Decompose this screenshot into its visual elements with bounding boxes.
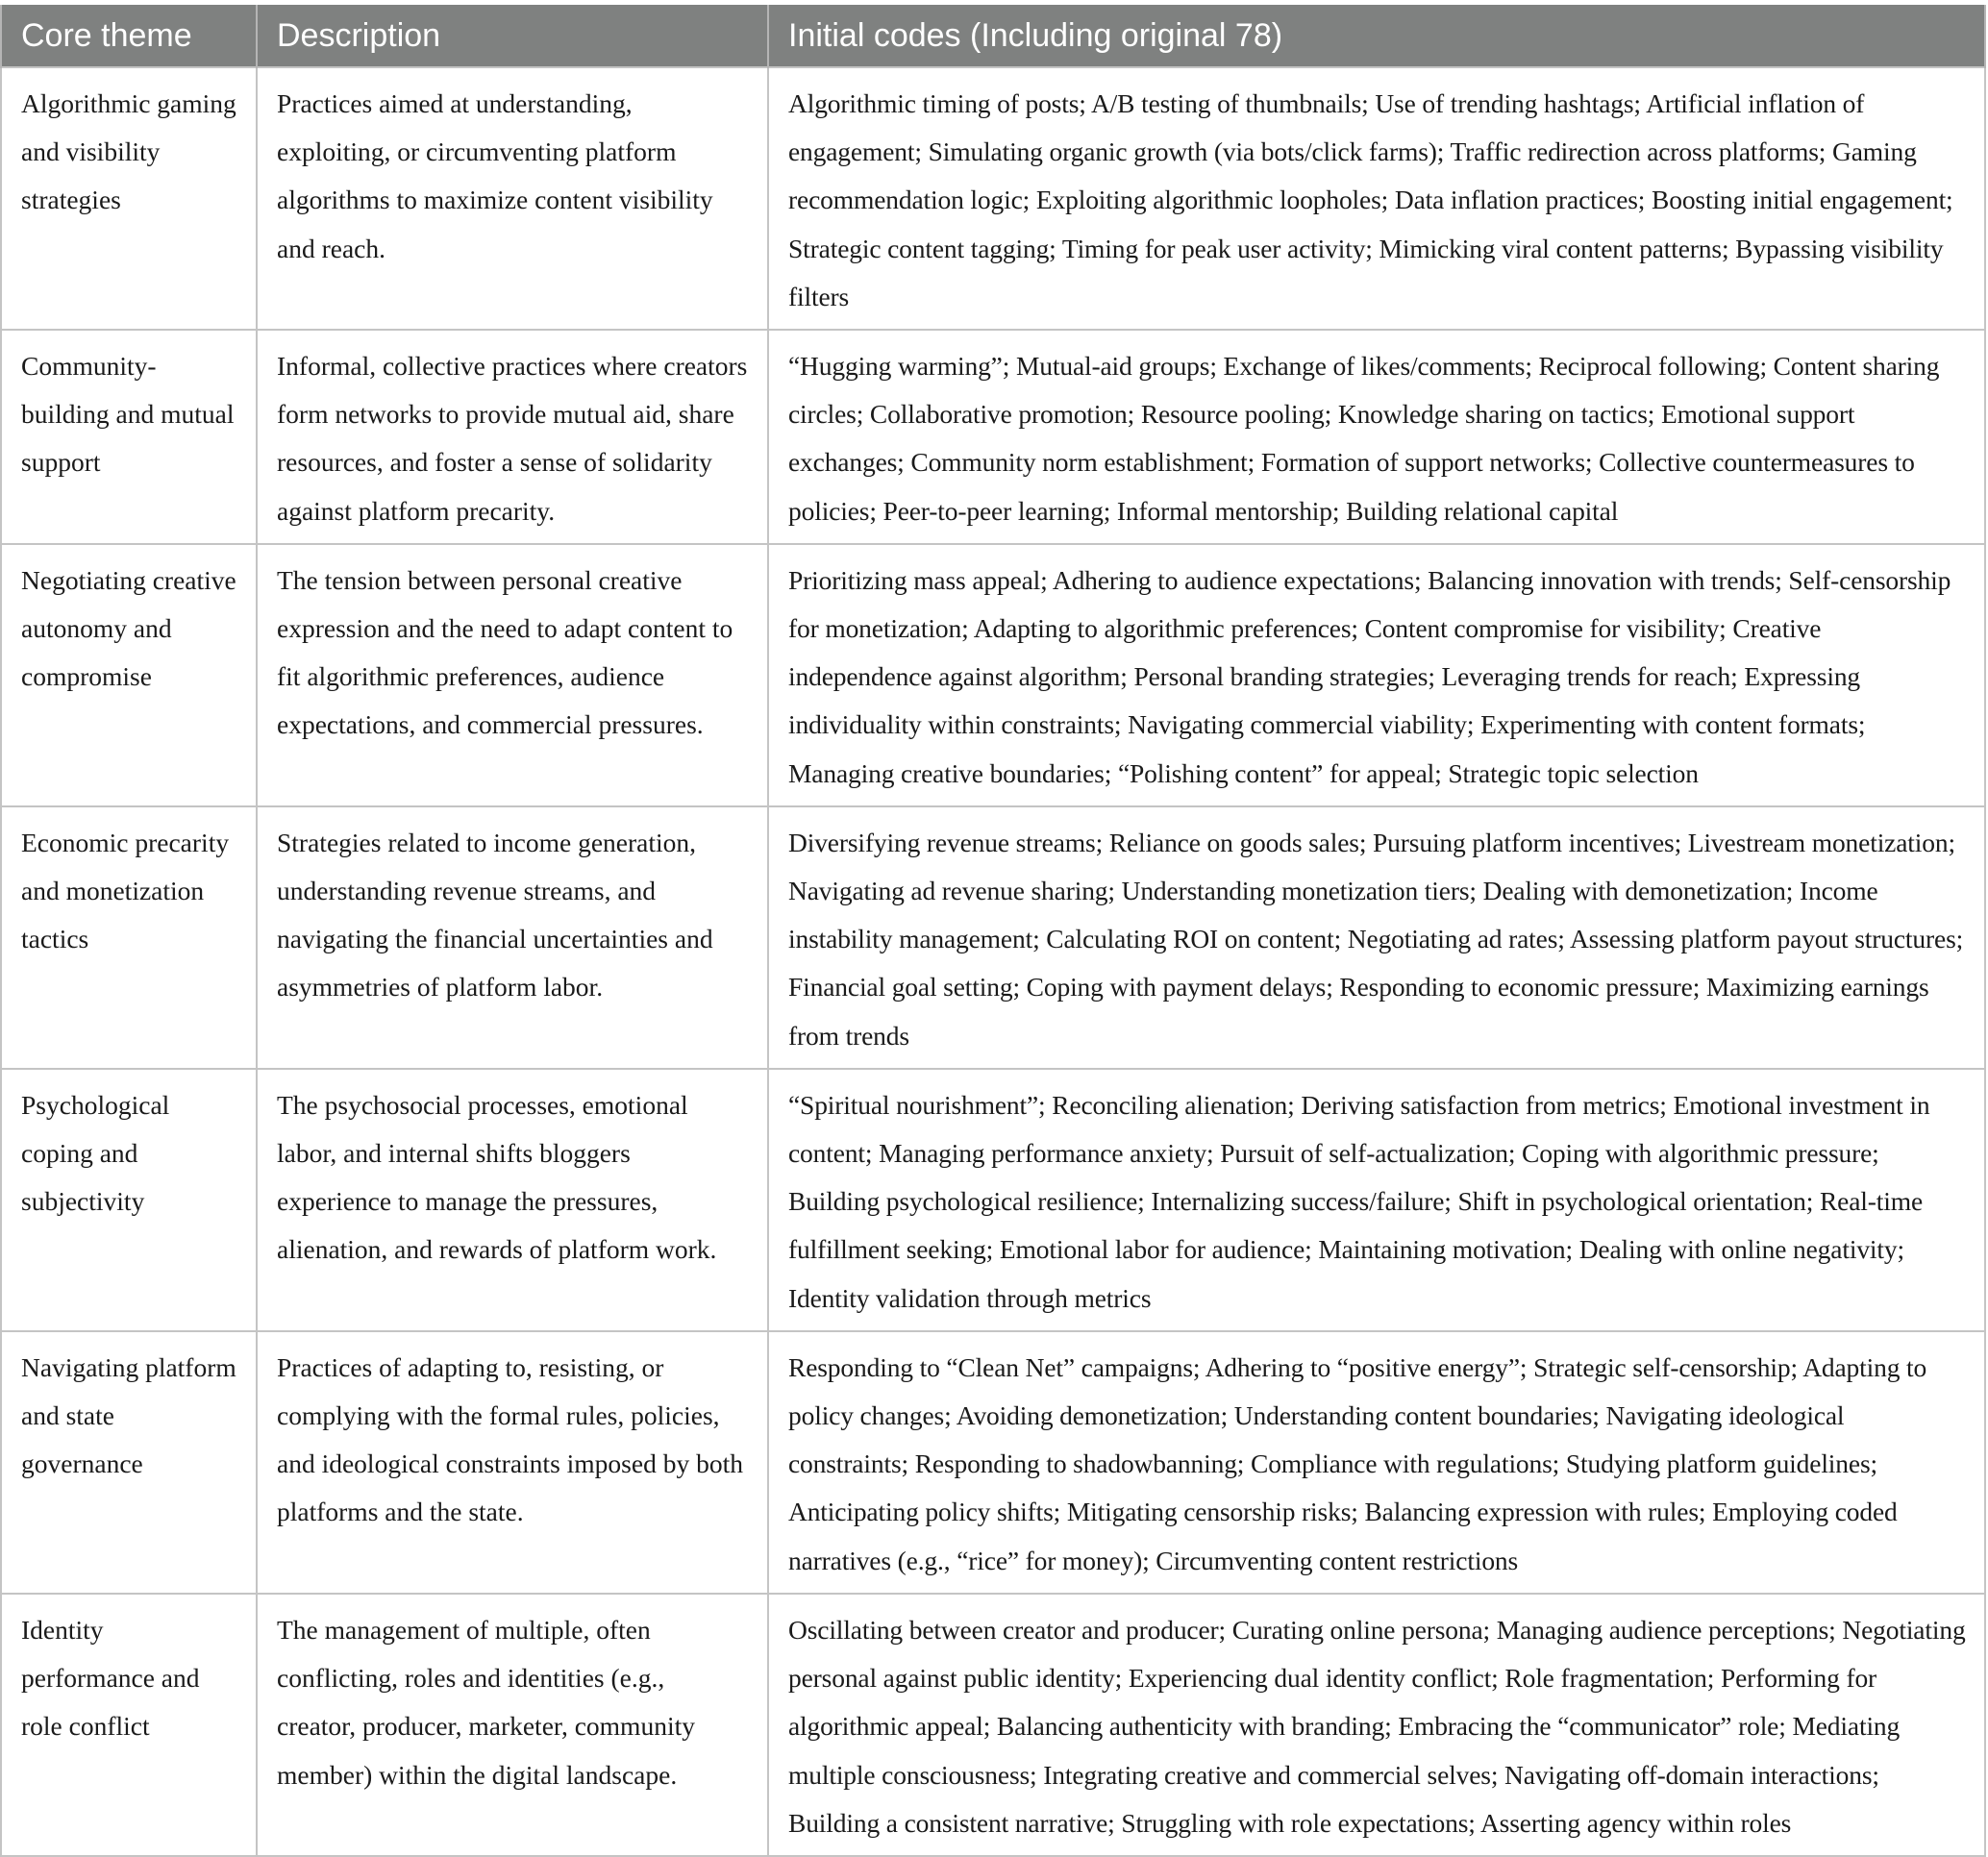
core-theme-cell: Identity performance and role conflict: [1, 1594, 257, 1856]
table-row: [1, 330, 1985, 544]
table-header-row: [1, 5, 1985, 67]
core-theme-cell: Algorithmic gaming and visibility strategies: [1, 67, 257, 330]
initial-codes-cell: Prioritizing mass appeal; Adhering to audience expectations; Balancing innovation with trends; Self-censorship for monetization; Adapting to algorithmic preferences; Content compromise for visibility; Creative independence against algorithm; Personal branding strategies; Leveraging trends for reach; Expressing individuality within constraints; Navigating commercial viability; Experimenting with content formats; Managing creative boundaries; “Polishing content” for appeal; Strategic topic selection: [768, 544, 1985, 806]
description-cell: Informal, collective practices where creators form networks to provide mutual aid, share resources, and foster a sense of solidarity against platform precarity.: [257, 330, 768, 544]
initial-codes-cell: Responding to “Clean Net” campaigns; Adhering to “positive energy”; Strategic self-censorship; Adapting to policy changes; Avoiding demonetization; Understanding content boundaries; Navigating ideological constraints; Responding to shadowbanning; Compliance with regulations; Studying platform guidelines; Anticipating policy shifts; Mitigating censorship risks; Balancing expression with rules; Employing coded narratives (e.g., “rice” for money); Circumventing content restrictions: [768, 1331, 1985, 1594]
initial-codes-cell: Diversifying revenue streams; Reliance on goods sales; Pursuing platform incentives; Livestream monetization; Navigating ad revenue sharing; Understanding monetization tiers; Dealing with demonetization; Income instability management; Calculating ROI on content; Negotiating ad rates; Assessing platform payout structures; Financial goal setting; Coping with payment delays; Responding to economic pressure; Maximizing earnings from trends: [768, 806, 1985, 1069]
core-theme-cell: Negotiating creative autonomy and compromise: [1, 544, 257, 806]
table-row: [1, 806, 1985, 1069]
table-row: [1, 1594, 1985, 1856]
header-description: Description: [257, 5, 768, 67]
initial-codes-cell: Oscillating between creator and producer; Curating online persona; Managing audience perceptions; Negotiating personal against public identity; Experiencing dual identity conflict; Role fragmentation; Performing for algorithmic appeal; Balancing authenticity with branding; Embracing the “communicator” role; Mediating multiple consciousness; Integrating creative and commercial selves; Navigating off-domain interactions; Building a consistent narrative; Struggling with role expectations; Asserting agency within roles: [768, 1594, 1985, 1856]
themes-table: [0, 5, 1986, 1857]
table-row: [1, 67, 1985, 330]
description-cell: Strategies related to income generation, understanding revenue streams, and navigating the financial uncertainties and asymmetries of platform labor.: [257, 806, 768, 1069]
table-row: [1, 544, 1985, 806]
initial-codes-cell: “Spiritual nourishment”; Reconciling alienation; Deriving satisfaction from metrics; Emotional investment in content; Managing performance anxiety; Pursuit of self-actualization; Coping with algorithmic pressure; Building psychological resilience; Internalizing success/failure; Shift in psychological orientation; Real-time fulfillment seeking; Emotional labor for audience; Maintaining motivation; Dealing with online negativity; Identity validation through metrics: [768, 1069, 1985, 1331]
header-core-theme: Core theme: [1, 5, 257, 67]
description-cell: Practices aimed at understanding, exploiting, or circumventing platform algorithms to maximize content visibility and reach.: [257, 67, 768, 330]
initial-codes-cell: “Hugging warming”; Mutual-aid groups; Exchange of likes/comments; Reciprocal following; Content sharing circles; Collaborative promotion; Resource pooling; Knowledge sharing on tactics; Emotional support exchanges; Community norm establishment; Formation of support networks; Collective countermeasures to policies; Peer-to-peer learning; Informal mentorship; Building relational capital: [768, 330, 1985, 544]
core-theme-cell: Psychological coping and subjectivity: [1, 1069, 257, 1331]
core-theme-cell: Navigating platform and state governance: [1, 1331, 257, 1594]
description-cell: The psychosocial processes, emotional labor, and internal shifts bloggers experience to manage the pressures, alienation, and rewards of platform work.: [257, 1069, 768, 1331]
initial-codes-cell: Algorithmic timing of posts; A/B testing of thumbnails; Use of trending hashtags; Artificial inflation of engagement; Simulating organic growth (via bots/click farms); Traffic redirection across platforms; Gaming recommendation logic; Exploiting algorithmic loopholes; Data inflation practices; Boosting initial engagement; Strategic content tagging; Timing for peak user activity; Mimicking viral content patterns; Bypassing visibility filters: [768, 67, 1985, 330]
core-theme-cell: Community-building and mutual support: [1, 330, 257, 544]
table-row: [1, 1069, 1985, 1331]
description-cell: The tension between personal creative expression and the need to adapt content to fit algorithmic preferences, audience expectations, and commercial pressures.: [257, 544, 768, 806]
description-cell: The management of multiple, often conflicting, roles and identities (e.g., creator, producer, marketer, community member) within the digital landscape.: [257, 1594, 768, 1856]
table-row: [1, 1331, 1985, 1594]
header-initial-codes: Initial codes (Including original 78): [768, 5, 1985, 67]
description-cell: Practices of adapting to, resisting, or complying with the formal rules, policies, and ideological constraints imposed by both platforms and the state.: [257, 1331, 768, 1594]
core-theme-cell: Economic precarity and monetization tactics: [1, 806, 257, 1069]
